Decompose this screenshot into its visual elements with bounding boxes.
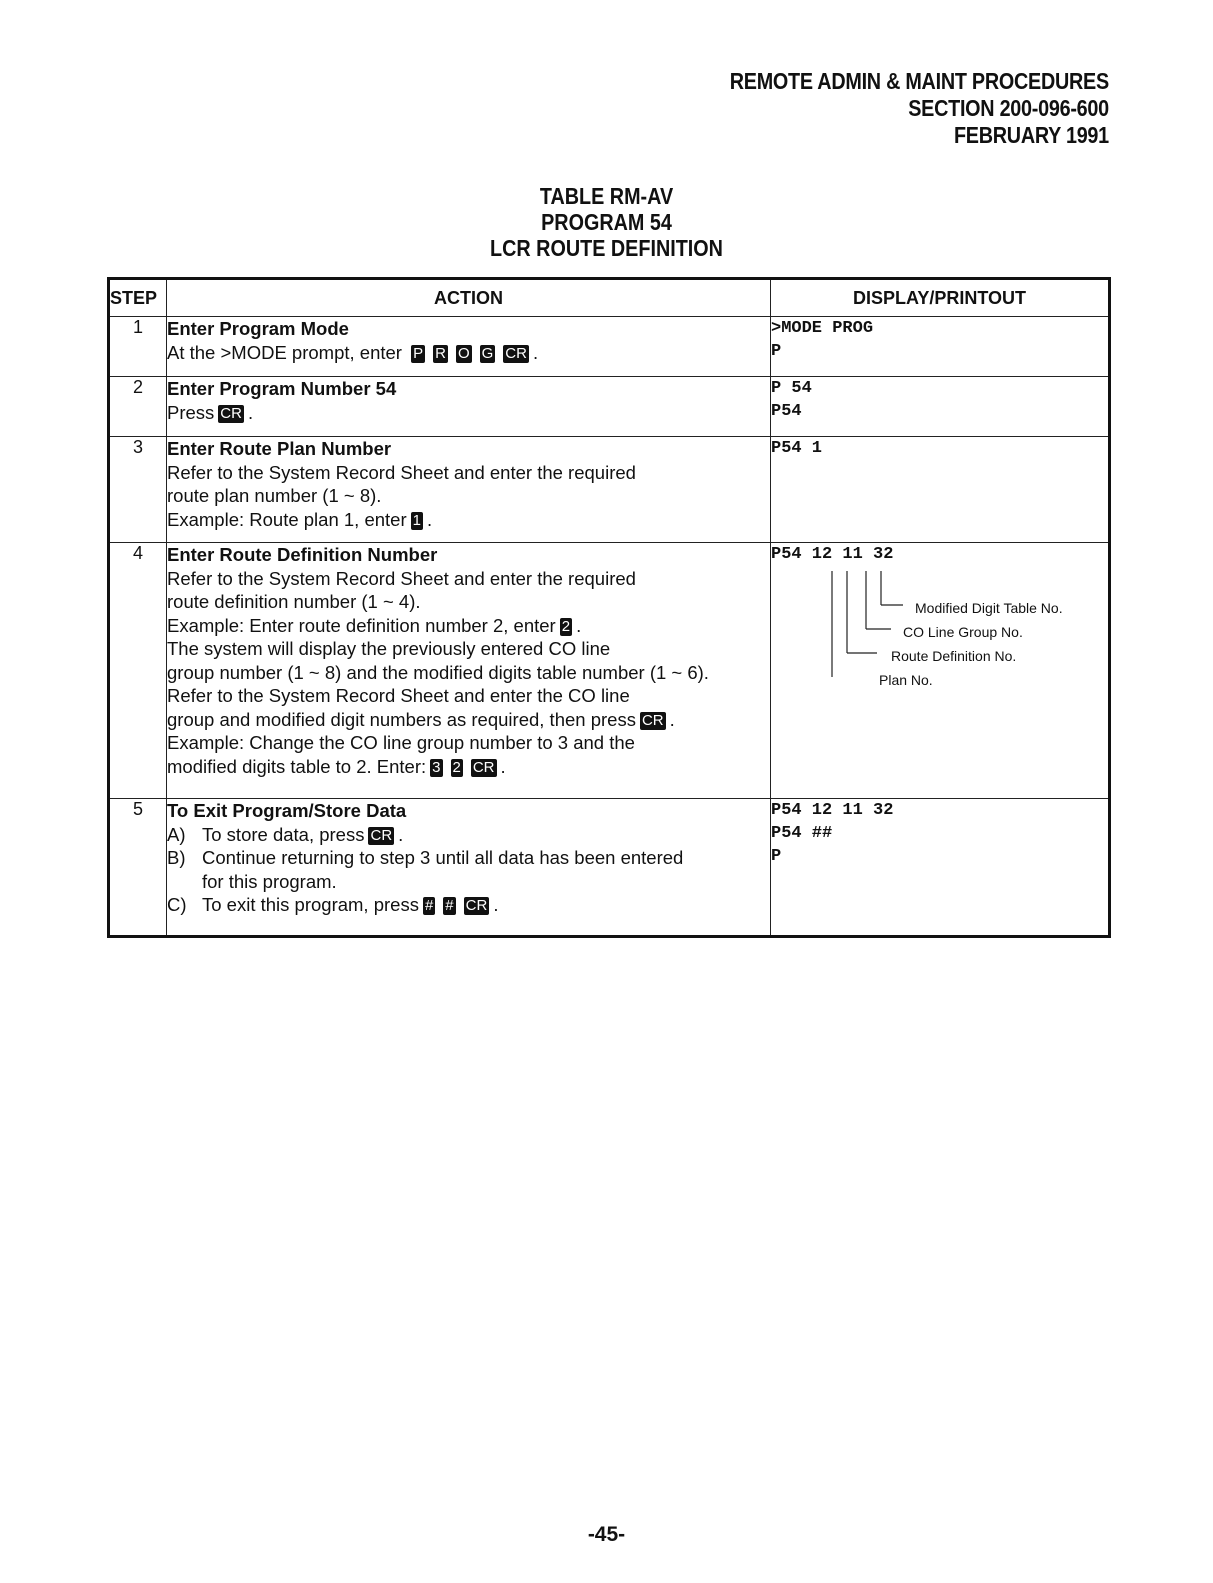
key-1: 1: [412, 511, 421, 529]
action-header: ACTION: [167, 279, 771, 317]
step-title: Enter Program Mode: [167, 318, 349, 339]
title-line-2: PROGRAM 54: [541, 209, 672, 235]
document-header: [668, 68, 1109, 149]
page-number: -45-: [587, 1523, 626, 1546]
step-number: 3: [109, 437, 167, 543]
action-line: Refer to the System Record Sheet and enter the required: [167, 461, 636, 483]
display-line: P: [771, 847, 782, 866]
action-cell: [167, 543, 771, 799]
action-line: The system will display the previously entered CO line: [167, 638, 611, 659]
key-cr: CR: [465, 897, 488, 914]
action-line: Refer to the System Record Sheet and enter the CO line: [167, 685, 630, 706]
key-cr: CR: [220, 404, 242, 422]
display-line: P54 ##: [771, 824, 833, 843]
display-cell: [771, 799, 1110, 937]
display-cell: [771, 377, 1110, 437]
display-line: P54 1: [771, 439, 823, 458]
annotation-route-definition: Route Definition No.: [891, 648, 1017, 664]
procedure-table: [107, 277, 1111, 938]
action-line: Refer to the System Record Sheet and enter the required: [167, 567, 636, 589]
display-line: P54 12 11 32: [771, 801, 894, 820]
display-line: P54 12 11 32: [771, 545, 894, 564]
key-cr: CR: [505, 344, 527, 362]
display-cell: [771, 543, 1110, 799]
key-r: R: [435, 344, 446, 362]
header-line-1: REMOTE ADMIN & MAINT PROCEDURES: [729, 68, 1109, 94]
table-row: [109, 437, 1110, 543]
display-line: >MODE PROG: [771, 319, 874, 338]
table-row: [109, 377, 1110, 437]
annotation-modified-digit: Modified Digit Table No.: [915, 600, 1063, 616]
display-line: P 54: [771, 379, 812, 398]
display-line: P: [771, 342, 782, 361]
key-cr: CR: [370, 826, 393, 844]
action-cell: [167, 799, 771, 937]
step-number: 2: [109, 377, 167, 437]
step-number: 4: [109, 543, 167, 799]
key-cr: CR: [641, 711, 664, 729]
display-header: DISPLAY/PRINTOUT: [771, 279, 1110, 317]
annotation-plan: Plan No.: [879, 672, 933, 688]
step-header: STEP: [109, 279, 167, 317]
display-cell: [771, 437, 1110, 543]
table-row: [109, 799, 1110, 937]
table-header-row: [109, 279, 1110, 317]
display-cell: [771, 317, 1110, 377]
substep-c: C) To exit this program, press # # CR .: [167, 894, 499, 915]
key-3: 3: [432, 758, 441, 776]
action-line: modified digits table to 2. Enter: 3 2 CR .: [167, 755, 506, 777]
title-line-1: TABLE RM-AV: [539, 183, 674, 209]
table-title: [0, 183, 1213, 261]
table-row: [109, 317, 1110, 377]
substep-b: B) Continue returning to step 3 until all data has been entered for this program.: [167, 847, 684, 892]
substep-a: A) To store data, press CR .: [167, 823, 404, 845]
key-2: 2: [452, 758, 461, 776]
key-p: P: [413, 344, 424, 362]
action-line: Example: Change the CO line group number to 3 and the: [167, 732, 635, 753]
action-cell: [167, 377, 771, 437]
step-number: 5: [109, 799, 167, 937]
header-line-3: FEBRUARY 1991: [954, 122, 1109, 148]
step-title: Enter Program Number 54: [167, 378, 397, 399]
action-line: route plan number (1 ~ 8).: [167, 485, 382, 506]
step-title: Enter Route Plan Number: [167, 438, 392, 459]
action-line: group number (1 ~ 8) and the modified digits table number (1 ~ 6).: [167, 661, 709, 683]
action-cell: [167, 437, 771, 543]
action-line: group and modified digit numbers as required, then press CR .: [167, 708, 675, 730]
action-line: At the >MODE prompt, enter P R O G CR .: [167, 341, 539, 363]
key-cr: CR: [472, 758, 495, 776]
field-annotation-diagram: [779, 551, 1109, 691]
step-title: To Exit Program/Store Data: [167, 800, 407, 821]
action-line: route definition number (1 ~ 4).: [167, 591, 421, 612]
step-title: Enter Route Definition Number: [167, 544, 438, 565]
key-2: 2: [561, 617, 571, 635]
action-cell: [167, 317, 771, 377]
key-hash: #: [445, 897, 454, 914]
step-number: 1: [109, 317, 167, 377]
key-g: G: [481, 344, 494, 362]
header-line-2: SECTION 200-096-600: [908, 95, 1109, 121]
title-line-3: LCR ROUTE DEFINITION: [490, 235, 723, 261]
key-hash: #: [424, 897, 434, 914]
key-o: O: [457, 344, 470, 362]
table-row: [109, 543, 1110, 799]
action-line: Example: Route plan 1, enter 1 .: [167, 508, 433, 530]
action-line: Press CR .: [167, 401, 254, 423]
annotation-co-line-group: CO Line Group No.: [903, 624, 1023, 640]
display-line: P54: [771, 402, 802, 421]
action-line: Example: Enter route definition number 2, enter 2 .: [167, 614, 582, 636]
